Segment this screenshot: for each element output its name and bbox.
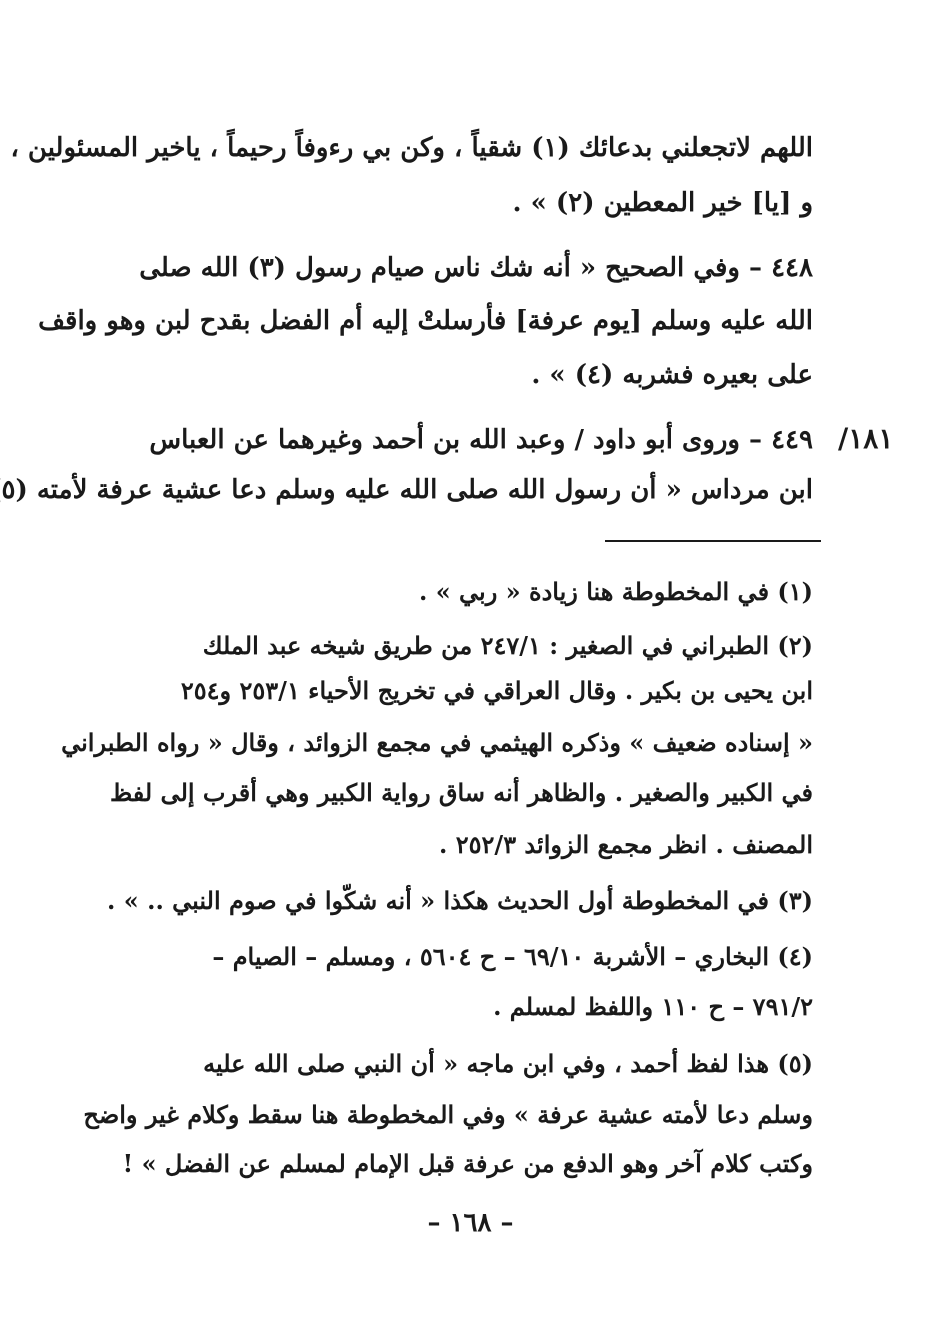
main-text-line: ابن مرداس « أن رسول الله صلى الله عليه وسلم دعا عشية عرفة لأمته (٥ (1, 475, 813, 505)
footnote-line: (٢) الطبراني في الصغير : ٢٤٧/١ من طريق شيخه عبد الملك (202, 631, 813, 660)
footnote-line: ابن يحيى بن بكير . وقال العراقي في تخريج الأحياء ٢٥٣/١ و٢٥٤ (180, 676, 813, 705)
main-text-line: الله عليه وسلم [يوم عرفة] فأرسلتْ إليه أم الفضل بقدح لبن وهو واقف (38, 306, 813, 336)
footnote-line: « إسناده ضعيف » وذكره الهيثمي في مجمع الزوائد ، وقال « رواه الطبراني (61, 728, 813, 757)
footnote-line: وسلم دعا لأمته عشية عرفة » وفي المخطوطة هنا سقط وكلام غير واضح (83, 1100, 813, 1129)
main-text-line: و [يا] خير المعطين (٢) » . (512, 188, 813, 218)
footnote-line: (٣) في المخطوطة أول الحديث هكذا « أنه شكّوا في صوم النبي .. » . (107, 886, 813, 915)
main-text-line: ٤٤٩ – وروى أبو داود / وعبد الله بن أحمد وغيرهما عن العباس (149, 425, 813, 455)
footnote-line: (٥) هذا لفظ أحمد ، وفي ابن ماجه « أن النبي صلى الله عليه (203, 1049, 813, 1078)
margin-reference: ١٨١/ (838, 422, 894, 455)
footnote-line: المصنف . انظر مجمع الزوائد ٢٥٢/٣ . (439, 830, 813, 859)
footnote-line: (٤) البخاري – الأشربة ٦٩/١٠ – ح ٥٦٠٤ ، ومسلم – الصيام – (212, 942, 813, 971)
footnote-line: وكتب كلام آخر وهو الدفع من عرفة قبل الإمام لمسلم عن الفضل » ! (122, 1149, 813, 1178)
footnote-line: في الكبير والصغير . والظاهر أنه ساق رواية الكبير وهي أقرب إلى لفظ (109, 778, 813, 807)
page-number: – ١٦٨ – (427, 1208, 514, 1238)
main-text-line: ٤٤٨ – وفي الصحيح « أنه شك ناس صيام رسول (٣) الله صلى (139, 253, 813, 283)
main-text-line: اللهم لاتجعلني بدعائك (١) شقياً ، وكن بي رءوفاً رحيماً ، ياخير المسئولين ، (10, 133, 813, 163)
footnote-line: ٧٩١/٢ – ح ١١٠ واللفظ لمسلم . (493, 992, 813, 1021)
footnote-line: (١) في المخطوطة هنا زيادة « ربي » . (418, 577, 813, 606)
main-text-line: على بعيره فشربه (٤) » . (531, 360, 813, 390)
footnote-separator (605, 540, 821, 542)
